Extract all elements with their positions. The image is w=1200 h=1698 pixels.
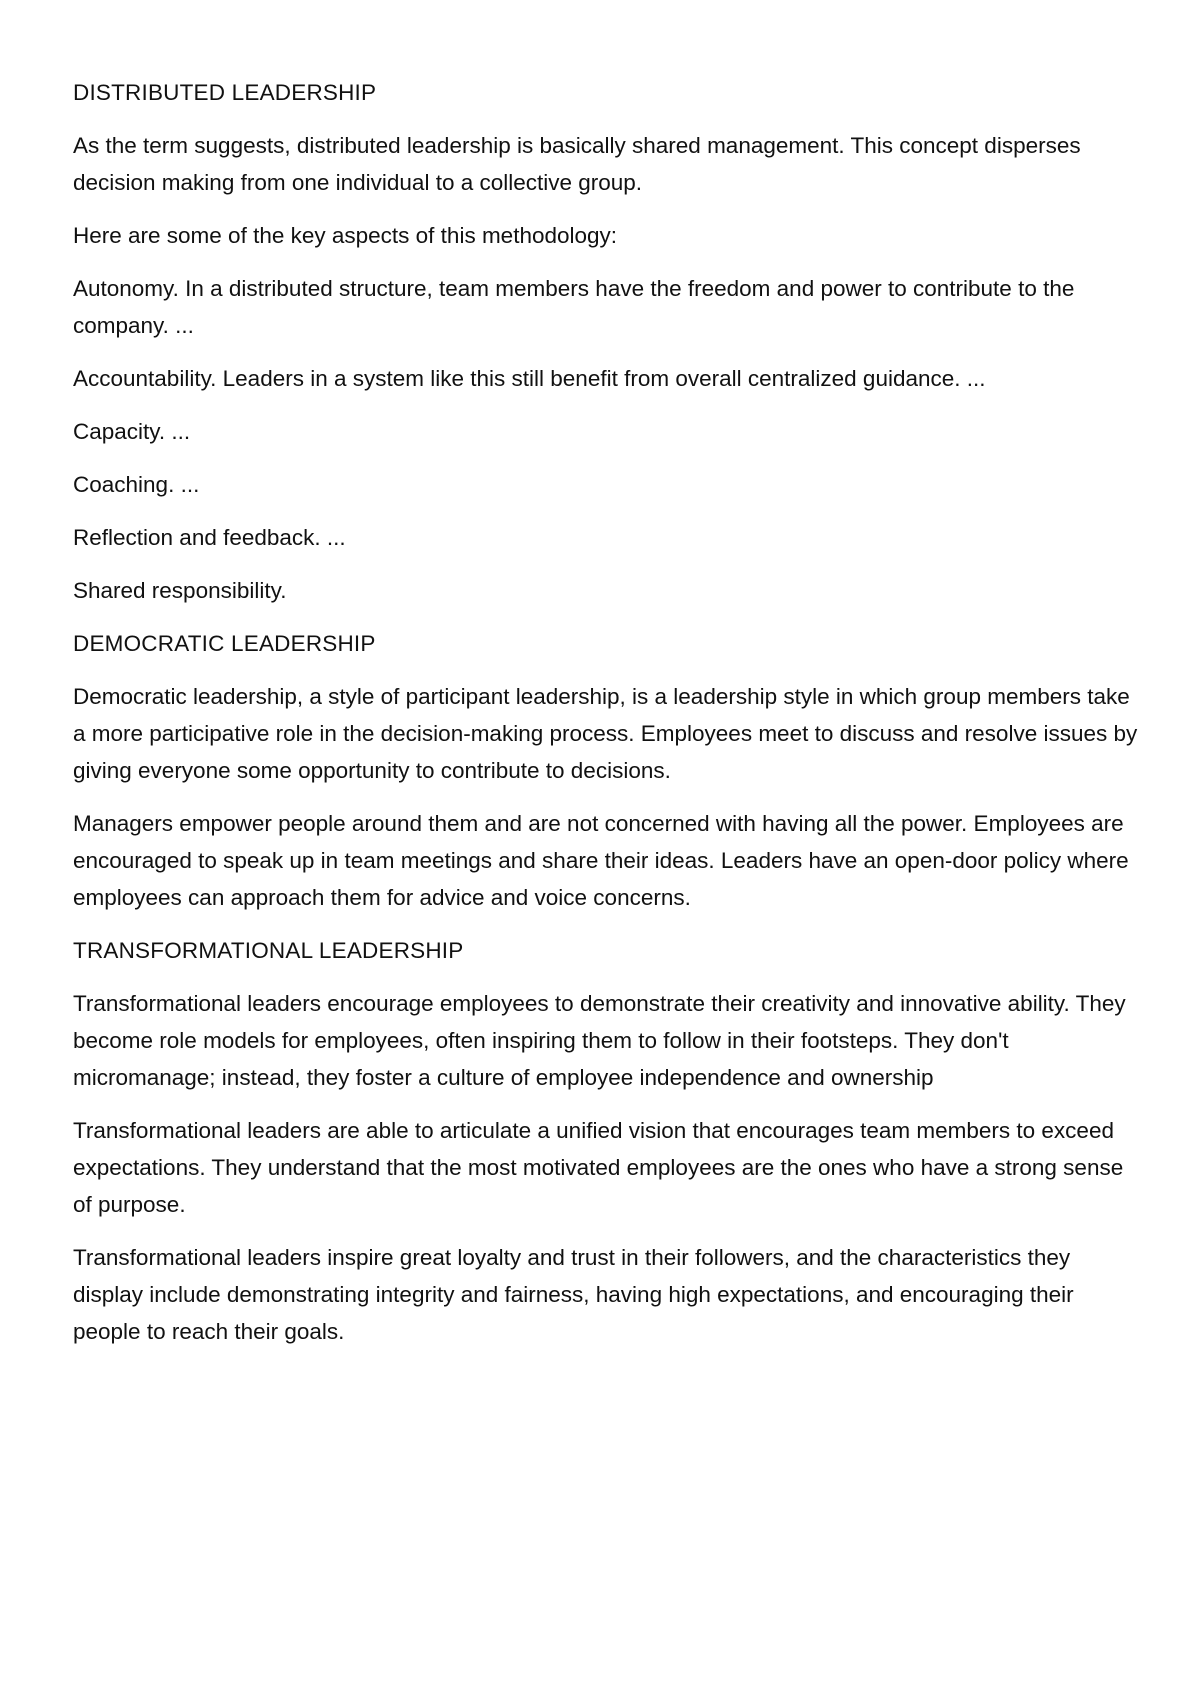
paragraph: Transformational leaders encourage employees to demonstrate their creativity and innovative ability. They become role models for employees, often inspiring them to follow in their footsteps. They don't micromanage; instead, they foster a culture of employee independence and ownership — [73, 991, 1126, 1090]
list-item: Accountability. Leaders in a system like this still benefit from overall centralized guidance. ... — [73, 366, 986, 391]
paragraph: Managers empower people around them and are not concerned with having all the power. Employees are encouraged to speak up in team meetings and share their ideas. Leaders have an open-door policy where employees can approach them for advice and voice concerns. — [73, 811, 1129, 910]
paragraph: Democratic leadership, a style of participant leadership, is a leadership style in which group members take a more participative role in the decision-making process. Employees meet to discuss and resolve issues by giving everyone some opportunity to contribute to decisions. — [73, 684, 1138, 783]
paragraph: As the term suggests, distributed leadership is basically shared management. This concept disperses decision making from one individual to a collective group. — [73, 133, 1081, 195]
list-item: Reflection and feedback. ... — [73, 525, 346, 550]
section-heading-distributed: DISTRIBUTED LEADERSHIP — [73, 80, 377, 105]
list-item: Capacity. ... — [73, 419, 191, 444]
section-heading-democratic: DEMOCRATIC LEADERSHIP — [73, 631, 376, 656]
section-heading-transformational: TRANSFORMATIONAL LEADERSHIP — [73, 938, 464, 963]
list-item: Autonomy. In a distributed structure, team members have the freedom and power to contribute to the company. ... — [73, 276, 1075, 338]
paragraph: Transformational leaders inspire great loyalty and trust in their followers, and the characteristics they display include demonstrating integrity and fairness, having high expectations, and encouraging their people to reach their goals. — [73, 1245, 1074, 1344]
list-item: Coaching. ... — [73, 472, 200, 497]
paragraph: Here are some of the key aspects of this methodology: — [73, 223, 618, 248]
list-item: Shared responsibility. — [73, 578, 287, 603]
document-body — [73, 74, 1143, 1366]
paragraph: Transformational leaders are able to articulate a unified vision that encourages team members to exceed expectations. They understand that the most motivated employees are the ones who have a strong sense of purpose. — [73, 1118, 1124, 1217]
